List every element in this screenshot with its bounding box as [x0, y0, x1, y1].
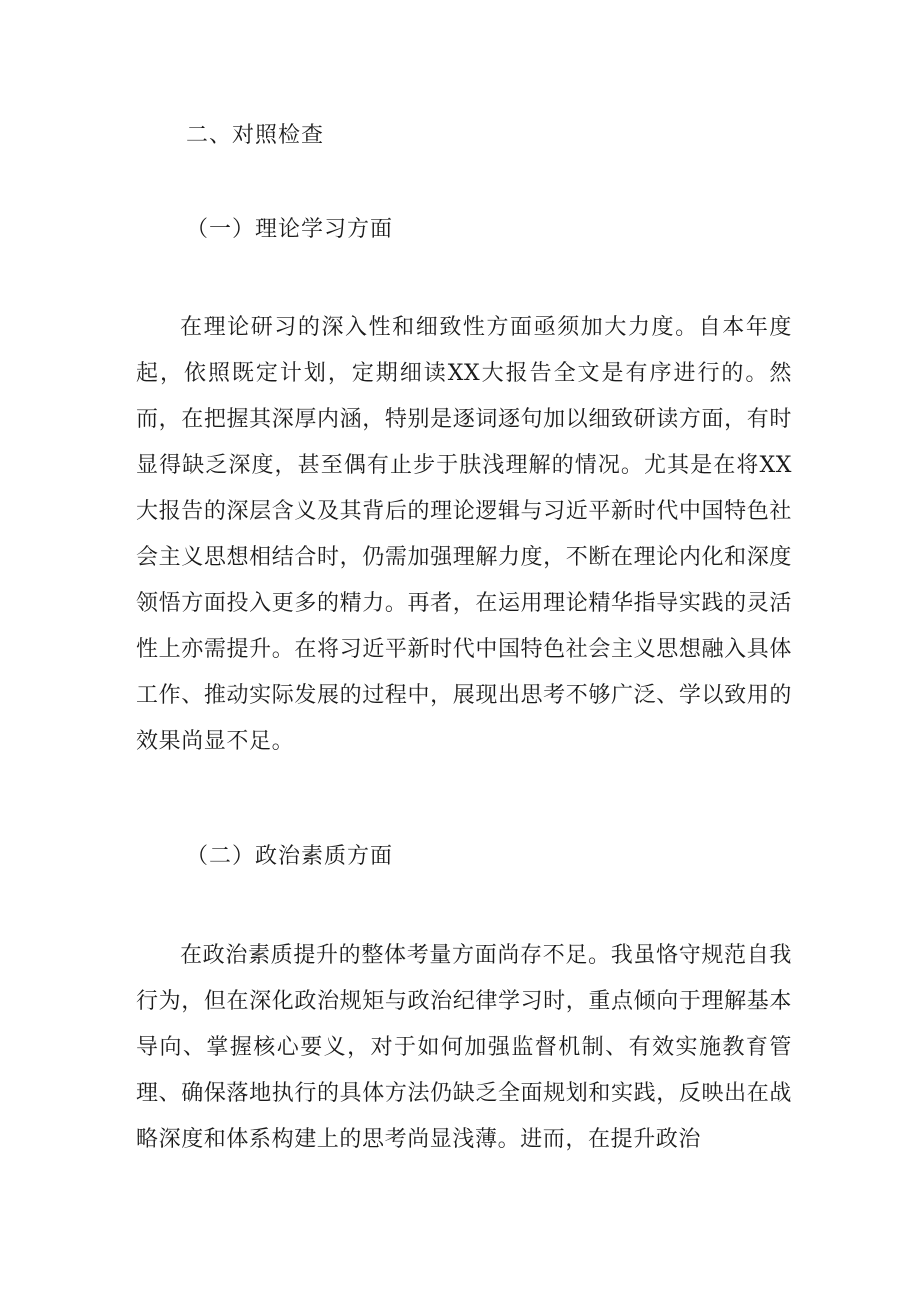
paragraph-political-quality: 在政治素质提升的整体考量方面尚存不足。我虽恪守规范自我行为，但在深化政治规矩与政治纪律学习时，重点倾向于理解基本导向、掌握核心要义，对于如何加强监督机制、有效实施教育管理、确保落地执行的具体方法仍缺乏全面规划和实践，反映出在战略深度和体系构建上的思考尚显浅薄。进而，在提升政治 [136, 943, 792, 1152]
subsection-heading-political-quality: （二）政治素质方面 [186, 844, 394, 869]
subsection-heading-theory-study: （一）理论学习方面 [186, 217, 394, 242]
paragraph-theory-study: 在理论研习的深入性和细致性方面亟须加大力度。自本年度起，依照既定计划，定期细读XX大报告全文是有序进行的。然而，在把握其深厚内涵，特别是逐词逐句加以细致研读方面，有时显得缺乏深度，甚至偶有止步于肤浅理解的情况。尤其是在将XX大报告的深层含义及其背后的理论逻辑与习近平新时代中国特色社会主义思想相结合时，仍需加强理解力度，不断在理论内化和深度领悟方面投入更多的精力。再者，在运用理论精华指导实践的灵活性上亦需提升。在将习近平新时代中国特色社会主义思想融入具体工作、推动实际发展的过程中，展现出思考不够广泛、学以致用的效果尚显不足。 [136, 315, 792, 754]
section-heading: 二、对照检查 [186, 123, 325, 148]
